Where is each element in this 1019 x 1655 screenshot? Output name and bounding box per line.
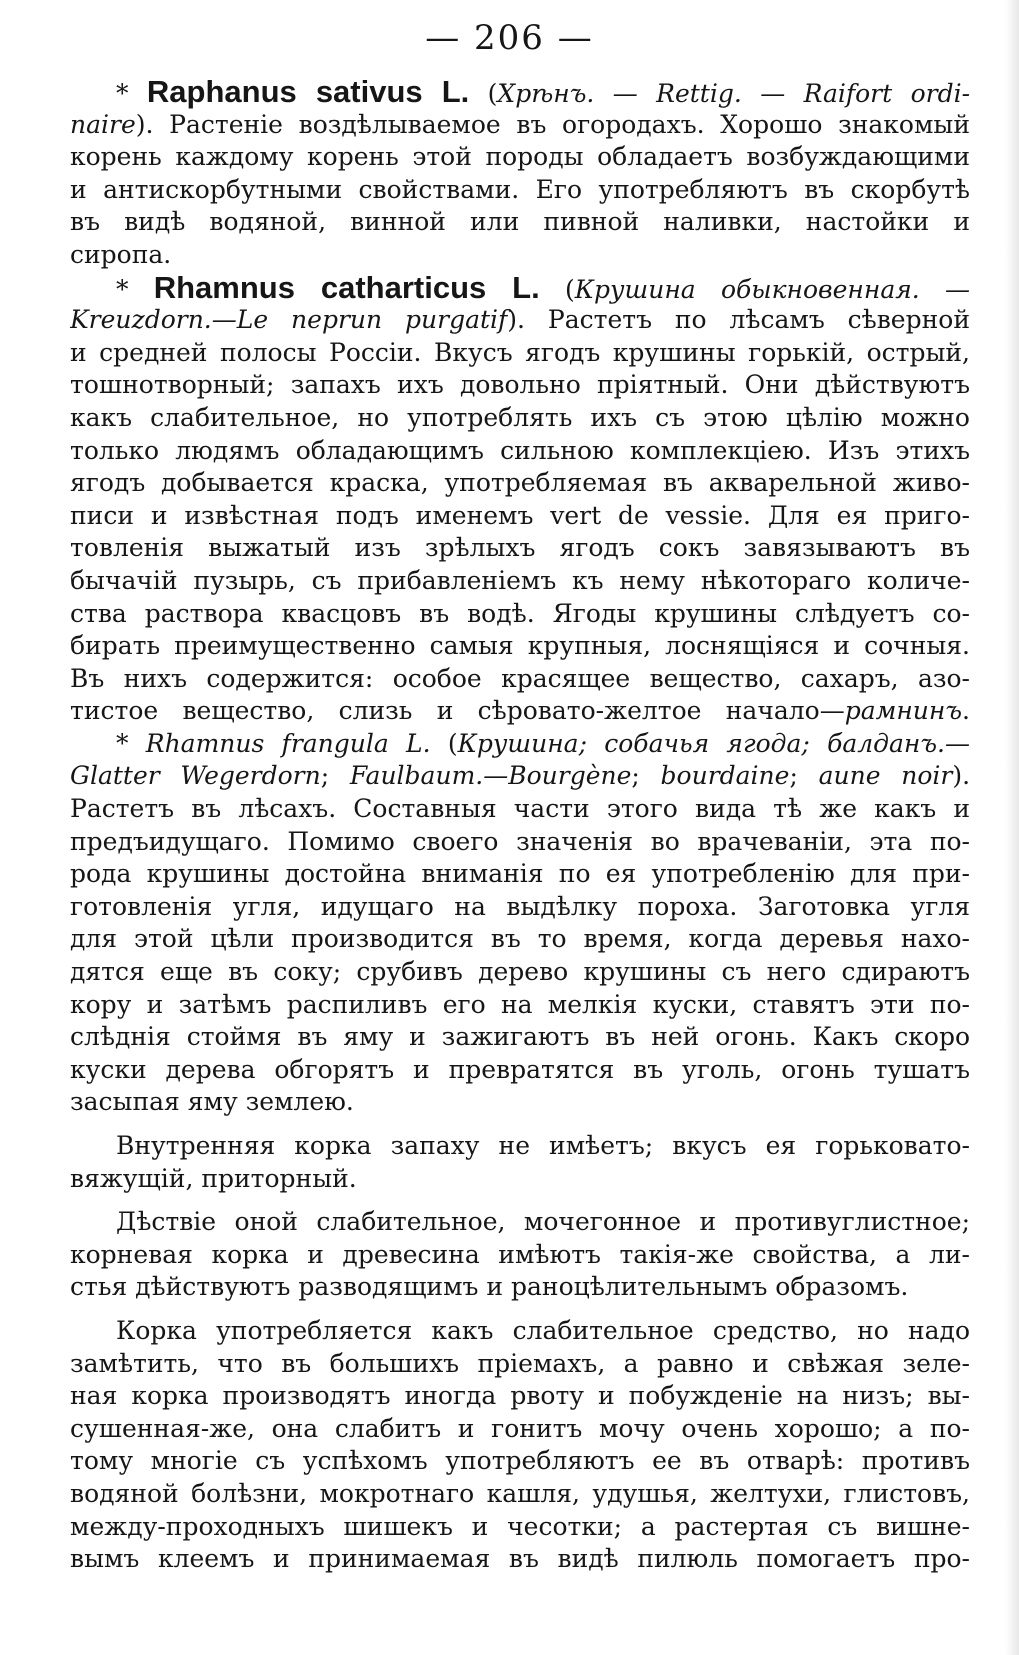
text-run: Въ нихъ содержится: особое красящее вещество, сахаръ, азо- <box>70 663 970 693</box>
text-run: сиропа. <box>70 239 172 269</box>
text-run: * <box>116 79 147 108</box>
text-line <box>70 532 970 565</box>
text-run: тистое вещество, слизь и сѣровато-желтое начало— <box>70 696 845 726</box>
text-line <box>70 1315 970 1348</box>
text-run: засыпая яму землею. <box>70 1087 354 1117</box>
italic-text: Kreuzdorn.—Le neprun purgatif <box>70 305 508 335</box>
text-line <box>70 728 970 761</box>
text-line <box>70 1543 970 1576</box>
text-line <box>70 695 970 728</box>
text-run: Дѣствіе оной слабительное, мочегонное и противуглистное; <box>116 1207 970 1237</box>
text-run: сушенная-же, она слабитъ и гонитъ мочу очень хорошо; а по- <box>70 1413 970 1443</box>
text-line <box>70 141 970 174</box>
text-line <box>70 565 970 598</box>
text-line <box>70 467 970 500</box>
text-run: только людямъ обладающимъ сильною комплекціею. Изъ этихъ <box>70 435 970 465</box>
text-run: кору и затѣмъ распиливъ его на мелкія куски, ставятъ эти по- <box>70 989 970 1019</box>
text-run: предъидущаго. Помимо своего значенія во врачеваніи, эта по- <box>70 826 970 856</box>
text-run: ). Растеніе воздѣлываемое въ огородахъ. Хорошо знакомый <box>135 109 970 139</box>
text-line <box>70 1239 970 1272</box>
text-line <box>70 1206 970 1239</box>
text-line <box>70 402 970 435</box>
italic-text: Glatter Wegerdorn <box>70 761 321 791</box>
text-run: * <box>116 274 154 304</box>
text-line <box>70 174 970 207</box>
text-run: ная корка производятъ иногда рвоту и побужденіе на низъ; вы- <box>70 1381 970 1411</box>
text-line <box>70 206 970 239</box>
text-line <box>70 1086 970 1119</box>
text-run: Внутренняя корка запаху не имѣетъ; вкусъ ея горьковато- <box>116 1131 970 1160</box>
text-run: ( <box>539 274 575 304</box>
text-run: Корка употребляется какъ слабительное средство, но надо <box>116 1315 970 1345</box>
text-run: слѣднія стоймя въ яму и зажигаютъ въ ней огонь. Какъ скоро <box>70 1022 970 1052</box>
text-run: бирать преимущественно самыя крупныя, лоснящіяся и сочныя. <box>70 631 970 661</box>
text-run: ства раствора квасцовъ въ водѣ. Ягоды крушины слѣдуетъ со- <box>70 598 970 628</box>
italic-text: aune noir <box>818 761 953 791</box>
text-line <box>70 272 970 305</box>
text-line <box>70 109 970 142</box>
species-heading: Raphanus sativus L. <box>146 76 470 109</box>
text-run: тошнотворный; запахъ ихъ довольно пріятный. Они дѣйствуютъ <box>70 370 970 400</box>
italic-text: Rhamnus frangula L. <box>145 728 431 758</box>
text-run: какъ слабительное, но употреблять ихъ съ этою цѣлію можно <box>70 402 970 432</box>
text-run: для этой цѣли производится въ то время, когда деревья нахо- <box>70 924 970 954</box>
italic-text: bourdaine <box>660 761 790 791</box>
text-line <box>70 858 970 891</box>
text-run: корень каждому корень этой породы обладаетъ возбуждающими <box>70 142 970 172</box>
text-line <box>70 76 970 109</box>
text-line <box>70 1445 970 1478</box>
text-line <box>70 598 970 631</box>
text-line <box>70 630 970 663</box>
italic-text: naire <box>70 109 136 139</box>
species-heading: Rhamnus catharticus L. <box>153 271 540 305</box>
text-line <box>70 500 970 533</box>
text-run: ; <box>320 761 350 791</box>
text-run: бычачій пузырь, съ прибавленіемъ къ нему нѣкотораго количе- <box>70 565 970 595</box>
text-run: ). <box>952 761 970 791</box>
text-run: тому многіе съ успѣхомъ употребляютъ ее въ отварѣ: противъ <box>70 1446 970 1476</box>
text-run: и средней полосы Россіи. Вкусъ ягодъ крушины горькій, острый, <box>70 337 970 367</box>
text-run: куски дерева обгорятъ и превратятся въ уголь, огонь тушатъ <box>70 1054 970 1084</box>
text-run: корневая корка и древесина имѣютъ такія-же свойства, а ли- <box>70 1239 970 1269</box>
text-run: писи и извѣстная подъ именемъ vert de vessie. Для ея приго- <box>70 500 970 530</box>
text-run: водяной болѣзни, мокротнаго кашля, удушья, желтухи, глистовъ, <box>70 1478 970 1508</box>
text-run: рода крушины достойна вниманія по ея употребленію для при- <box>70 859 970 889</box>
text-run: ; <box>631 761 661 791</box>
italic-text: Хрѣнъ. — Rettig. — Raifort ordi- <box>497 79 970 108</box>
text-line <box>70 1348 970 1381</box>
text-line <box>70 1413 970 1446</box>
italic-text: Крушина обыкновенная. — <box>574 274 970 304</box>
text-run: ягодъ добывается краска, употребляемая въ акварельной живо- <box>70 468 970 498</box>
italic-text: Faulbaum.—Bourgène <box>349 761 632 791</box>
text-line <box>70 1511 970 1544</box>
text-run: ; <box>789 761 819 791</box>
text-line <box>70 663 970 696</box>
text-run: дятся еще въ соку; срубивъ дерево крушины съ него сдираютъ <box>70 957 970 987</box>
text-run: ). Растетъ по лѣсамъ сѣверной <box>507 305 970 335</box>
text-line <box>70 1271 970 1304</box>
text-run: вяжущій, приторный. <box>70 1163 357 1193</box>
text-line <box>70 989 970 1022</box>
text-line <box>70 1478 970 1511</box>
italic-text: рамнинъ <box>844 696 963 726</box>
text-run: въ видѣ водяной, винной или пивной наливки, настойки и <box>70 207 970 237</box>
text-run: и антискорбутными свойствами. Его употребляютъ въ скорбутѣ <box>70 174 970 204</box>
text-line <box>70 760 970 793</box>
text-line <box>70 435 970 468</box>
text-line <box>70 956 970 989</box>
page-edge-shadow <box>1005 0 1019 1655</box>
text-line <box>70 891 970 924</box>
text-run: готовленія угля, идущаго на выдѣлку пороха. Заготовка угля <box>70 891 970 921</box>
text-line <box>70 1054 970 1087</box>
body-text <box>70 76 970 1576</box>
text-line <box>70 369 970 402</box>
text-run: стья дѣйствуютъ разводящимъ и раноцѣлительнымъ образомъ. <box>70 1272 909 1302</box>
text-line <box>70 1021 970 1054</box>
text-line <box>70 1380 970 1413</box>
text-line <box>70 923 970 956</box>
text-line <box>70 239 970 272</box>
text-run: ( <box>469 79 498 108</box>
page-number: — 206 — <box>425 18 594 58</box>
text-line <box>70 1163 970 1196</box>
text-run: между-проходныхъ шишекъ и чесотки; а растертая съ вишне- <box>70 1511 970 1541</box>
text-line <box>70 826 970 859</box>
text-run: вымъ клеемъ и принимаемая въ видѣ пилюль помогаетъ про- <box>70 1544 970 1574</box>
text-run: ( <box>430 728 458 758</box>
text-line <box>70 793 970 826</box>
text-run: Растетъ въ лѣсахъ. Составныя части этого вида тѣ же какъ и <box>70 794 970 824</box>
text-line <box>70 337 970 370</box>
italic-text: Крушина; собачья ягода; балданъ.— <box>457 728 970 758</box>
text-line <box>70 1130 970 1163</box>
text-run: товленія выжатый изъ зрѣлыхъ ягодъ сокъ завязываютъ въ <box>70 533 970 563</box>
text-run: * <box>116 728 146 758</box>
text-run: замѣтить, что въ большихъ пріемахъ, а равно и свѣжая зеле- <box>70 1348 970 1378</box>
text-run: . <box>962 696 970 726</box>
text-line <box>70 304 970 337</box>
